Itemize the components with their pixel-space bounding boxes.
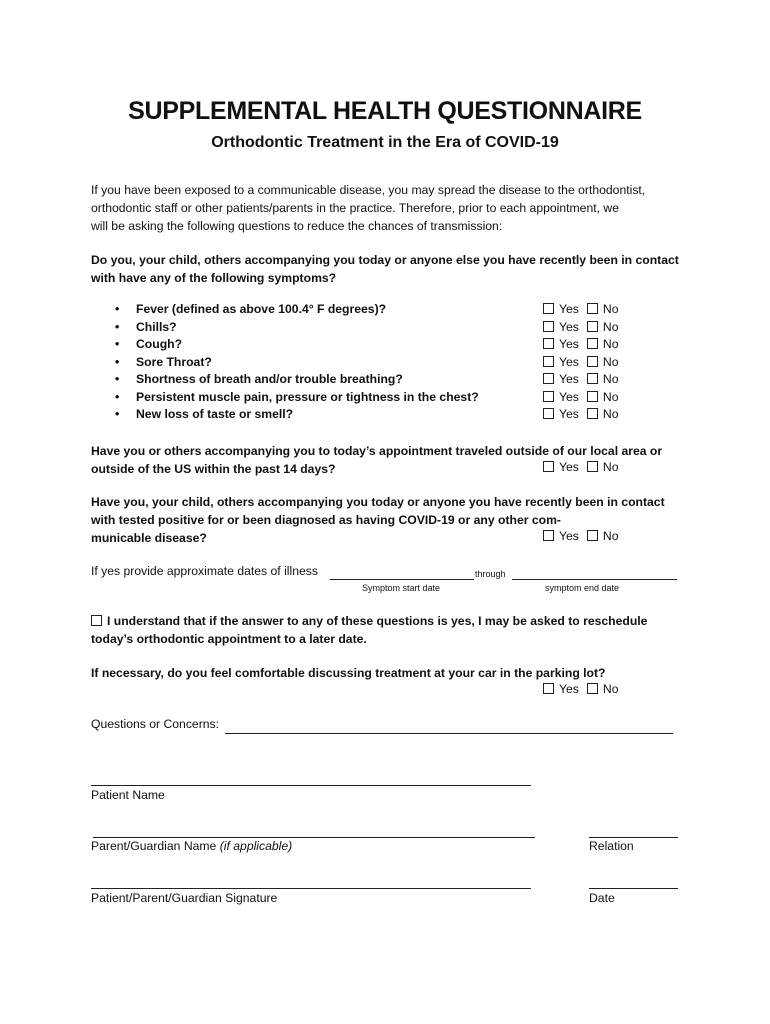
list-item: [91, 337, 691, 355]
no-checkbox[interactable]: [587, 373, 598, 384]
symptom-label: Fever (defined as above 100.4° F degrees)?: [136, 302, 387, 316]
contact-yes-no: [543, 529, 626, 543]
no-label: No: [602, 407, 619, 421]
date-label: Date: [589, 891, 615, 905]
no-checkbox[interactable]: [587, 338, 598, 349]
no-checkbox[interactable]: [587, 530, 598, 541]
symptom-label: New loss of taste or smell?: [136, 407, 294, 421]
concerns-field[interactable]: [225, 718, 673, 734]
no-label: No: [602, 302, 619, 316]
bullet-icon: •: [115, 337, 120, 351]
bullet-icon: •: [115, 407, 120, 421]
yes-no-group: [543, 355, 626, 369]
guardian-name-field[interactable]: [93, 822, 535, 838]
no-label: No: [602, 460, 619, 474]
no-label: No: [602, 337, 619, 351]
intro-line: If you have been exposed to a communicable disease, you may spread the disease to the orthodontist,: [91, 183, 646, 197]
relation-label: Relation: [589, 839, 634, 853]
through-label: through: [475, 569, 506, 579]
no-checkbox[interactable]: [587, 356, 598, 367]
yes-label: Yes: [559, 460, 579, 474]
end-date-field[interactable]: [512, 564, 677, 580]
yes-label: Yes: [559, 682, 579, 696]
symptom-label: Sore Throat?: [136, 354, 212, 369]
symptom-label: Chills?: [136, 319, 177, 334]
no-checkbox[interactable]: [587, 321, 598, 332]
question-line: municable disease?: [91, 531, 207, 545]
yes-no-group: [543, 372, 626, 386]
symptoms-list: [91, 302, 691, 425]
acknowledgement: [91, 612, 691, 648]
acknowledge-checkbox[interactable]: [91, 615, 102, 626]
yes-no-group: [543, 407, 626, 421]
guardian-name-label: [91, 839, 292, 853]
yes-label: Yes: [559, 337, 579, 351]
list-item: [91, 407, 691, 425]
yes-checkbox[interactable]: [543, 356, 554, 367]
relation-field[interactable]: [589, 822, 678, 838]
yes-checkbox[interactable]: [543, 530, 554, 541]
travel-yes-no: [543, 460, 626, 474]
question-line: Have you, your child, others accompanying you today or anyone you have recently been in contact: [91, 495, 665, 509]
end-date-caption: symptom end date: [545, 583, 620, 593]
concerns-label: Questions or Concerns:: [91, 717, 220, 731]
acknowledgement-line: today’s orthodontic appointment to a later date.: [91, 632, 367, 646]
signature-label: Patient/Parent/Guardian Signature: [91, 891, 278, 905]
list-item: [91, 372, 691, 390]
yes-label: Yes: [559, 319, 579, 334]
intro-line: orthodontic staff or other patients/parents in the practice. Therefore, prior to each appointment, we: [91, 201, 619, 215]
no-checkbox[interactable]: [587, 408, 598, 419]
signature-field[interactable]: [91, 873, 531, 889]
start-date-caption: Symptom start date: [362, 583, 441, 593]
list-item: [91, 355, 691, 373]
list-item: [91, 390, 691, 408]
page-title: SUPPLEMENTAL HEALTH QUESTIONNAIRE: [128, 97, 642, 125]
question-line: outside of the US within the past 14 days?: [91, 462, 336, 476]
symptom-label: Shortness of breath and/or trouble breathing?: [136, 372, 403, 386]
question-line: Have you or others accompanying you to today’s appointment traveled outside of our local area or: [91, 444, 663, 458]
yes-checkbox[interactable]: [543, 461, 554, 472]
yes-no-group: [543, 337, 626, 351]
illness-dates-label: If yes provide approximate dates of illness: [91, 564, 318, 578]
acknowledgement-text: I understand that if the answer to any of these questions is yes, I may be asked to reschedule: [107, 614, 648, 628]
symptom-label: Cough?: [136, 337, 183, 351]
yes-checkbox[interactable]: [543, 338, 554, 349]
yes-label: Yes: [559, 302, 579, 316]
start-date-field[interactable]: [330, 564, 474, 580]
no-label: No: [602, 682, 619, 696]
bullet-icon: •: [115, 319, 120, 334]
no-checkbox[interactable]: [587, 391, 598, 402]
guardian-note: (if applicable): [219, 839, 293, 853]
no-label: No: [602, 372, 619, 386]
bullet-icon: •: [115, 389, 120, 404]
yes-no-group: [543, 302, 626, 316]
page-subtitle: Orthodontic Treatment in the Era of COVID-19: [211, 134, 559, 151]
patient-name-field[interactable]: [91, 770, 531, 786]
question-line: Do you, your child, others accompanying you today or anyone else you have recently been in contact: [91, 253, 679, 267]
yes-no-group: [543, 390, 626, 404]
no-checkbox[interactable]: [587, 303, 598, 314]
yes-label: Yes: [559, 354, 579, 369]
yes-checkbox[interactable]: [543, 303, 554, 314]
no-checkbox[interactable]: [587, 461, 598, 472]
yes-label: Yes: [559, 389, 579, 404]
parking-yes-no: [543, 682, 626, 696]
bullet-icon: •: [115, 354, 120, 369]
list-item: [91, 302, 691, 320]
yes-label: Yes: [559, 529, 579, 543]
question-line: with tested positive for or been diagnosed as having COVID-19 or any other com-: [91, 513, 561, 527]
parking-question: If necessary, do you feel comfortable discussing treatment at your car in the parking lot?: [91, 666, 606, 680]
bullet-icon: •: [115, 302, 120, 316]
no-label: No: [602, 354, 619, 369]
yes-label: Yes: [559, 372, 579, 386]
date-field[interactable]: [589, 873, 678, 889]
yes-checkbox[interactable]: [543, 373, 554, 384]
no-label: No: [602, 529, 619, 543]
yes-checkbox[interactable]: [543, 408, 554, 419]
acknowledgement-line: [91, 612, 691, 630]
patient-name-label: Patient Name: [91, 788, 165, 802]
symptom-label: Persistent muscle pain, pressure or tightness in the chest?: [136, 389, 479, 404]
yes-checkbox[interactable]: [543, 391, 554, 402]
guardian-name-text: Parent/Guardian Name: [91, 839, 217, 853]
no-label: No: [602, 319, 619, 334]
yes-checkbox[interactable]: [543, 321, 554, 332]
intro-paragraph: [91, 181, 691, 235]
no-checkbox[interactable]: [587, 683, 598, 694]
bullet-icon: •: [115, 372, 120, 386]
list-item: [91, 320, 691, 338]
yes-checkbox[interactable]: [543, 683, 554, 694]
symptoms-question: [91, 251, 691, 287]
yes-label: Yes: [559, 407, 579, 421]
intro-line: will be asking the following questions to reduce the chances of transmission:: [91, 219, 503, 233]
yes-no-group: [543, 320, 626, 334]
no-label: No: [602, 389, 619, 404]
question-line: with have any of the following symptoms?: [91, 271, 337, 285]
